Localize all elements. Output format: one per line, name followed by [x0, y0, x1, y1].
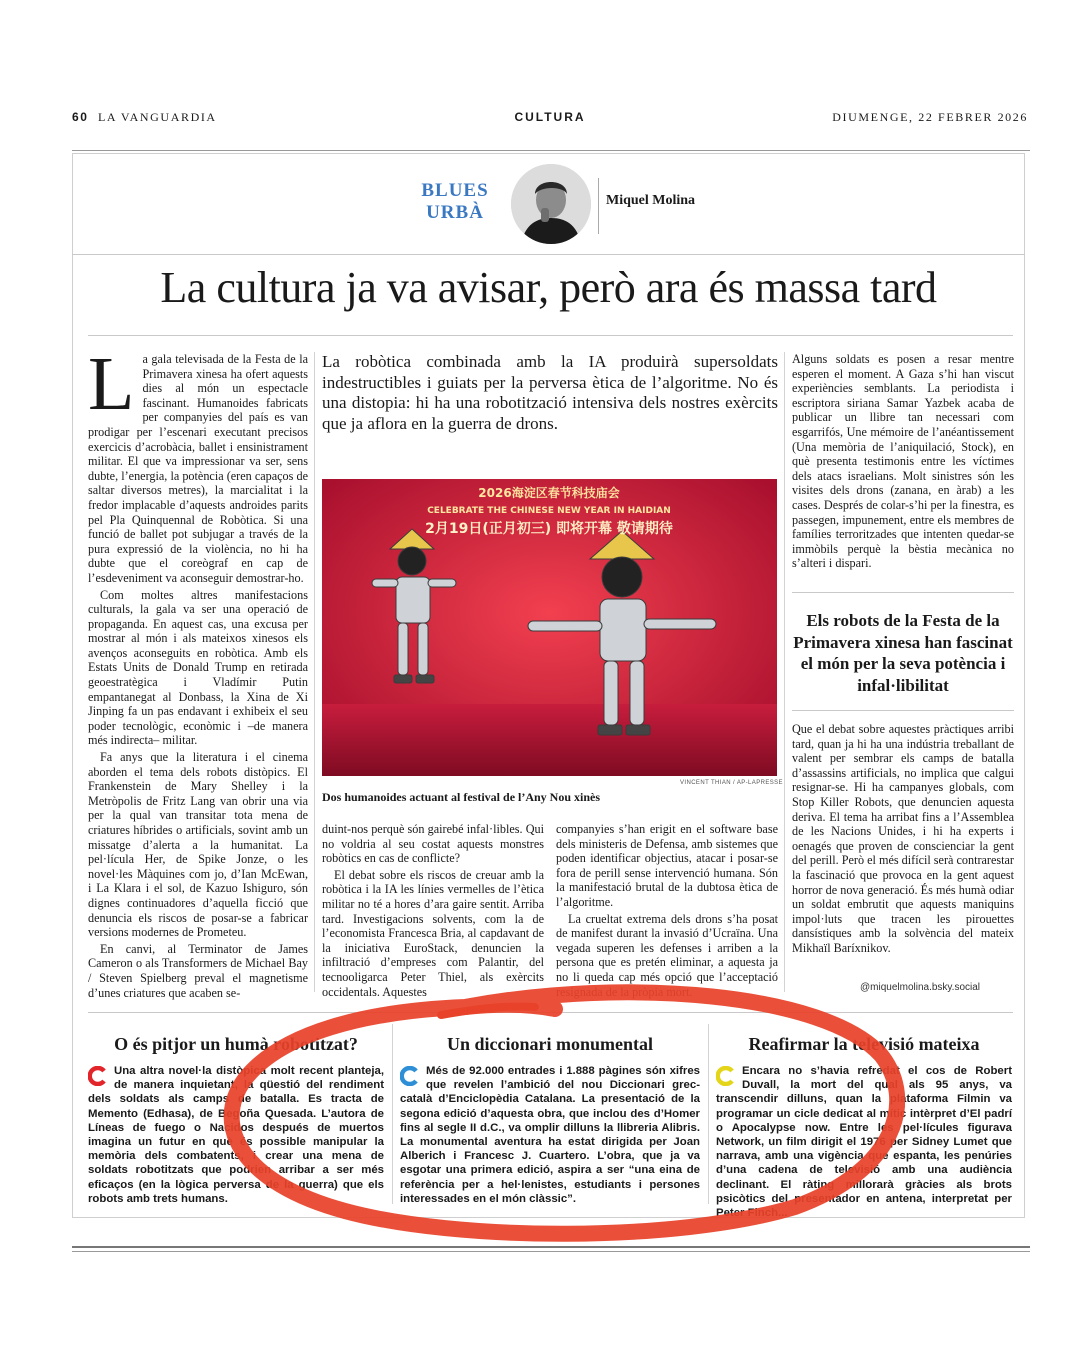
issue-date: DIUMENGE, 22 FEBRER 2026 — [832, 110, 1028, 124]
paragraph: Fa anys que la literatura i el cinema aborden el tema dels robots distòpics. El Frankenstein de Mary Shelley i la Metròpolis de Fritz Lang van obrir una via per la qual van transitar tota mena de criatures híbrides o artificials, sovint amb un missatge d’alerta a la humanitat. La pel·lícula Her, de Spike Jonze, o les novel·les Màquines com jo, d’Ian McEwan, i La Klara i el sol, de Kazuo Ishiguro, són dignes continuadores d’aquella ficció que denuncia els riscos de posar-se a fabricar versions modernes de Prometeu. — [88, 750, 308, 940]
top-rule — [72, 150, 1030, 151]
pullquote-rule-bottom — [792, 710, 1014, 711]
portrait-icon — [511, 164, 591, 244]
paragraph: companyies s’han erigit en el software base dels ministeris de Defensa, amb sistemes que poden identificar objectius, atacar i posar-se fora de perill sense intervenció humana. Són la manifestació brutal de la dubtosa ètica de l’algoritme. — [556, 822, 778, 909]
headline: La cultura ja va avisar, però ara és massa tard — [160, 263, 937, 312]
column-name — [410, 180, 500, 224]
paragraph: El debat sobre els riscos de creuar amb la robòtica i la IA les línies vermelles de l’ètica militar no té a hores d’ara gaire sentit. Arriba tard. Investigacions solvents, com la de l’economista Francesca Bria, al capdavant de la iniciativa EuroStack, denuncien la infiltració d’empreses com Palantir, del tecnooligarca Peter Thiel, als exèrcits occidentals. Aquestes — [322, 867, 544, 999]
bottom-rule-thin — [72, 1251, 1030, 1252]
photo-illustration — [322, 479, 777, 776]
bottom-rule — [72, 1246, 1030, 1248]
header-divider — [598, 178, 599, 234]
pull-quote: Els robots de la Festa de la Primavera xinesa han fascinat el món per la seva potència i infal·libilitat — [793, 611, 1013, 695]
section-name: CULTURA — [514, 110, 586, 124]
brief-divider — [392, 1024, 393, 1204]
newspaper-name: LA VANGUARDIA — [98, 110, 217, 124]
paragraph: Com moltes altres manifestacions culturals, la gala va ser una operació de propaganda. En aquest cas, una excusa per mostrar al món i als mateixos xinesos els avenços aconseguits en robòtica. Amb els Estats Units de Donald Trump en retirada geoestratègica i Vladímir Putin empantanegat al Donbass, la Xina de Xi Jinping fa un pas endavant i exhibeix el seu poder tecnològic, econòmic i –de manera més indirecta– militar. — [88, 587, 308, 748]
brief-3: Encara no s’havia refredat el cos de Robert Duvall, la mort del qual als 95 anys, va transcendir dilluns, quan la plataforma Filmin va programar un cicle dedicat al mític intèrpret d’El padrí o Apocalypse now. Entre les pel·lícules figurava Network, un film dirigit el 1976 per Sidney Lumet que narrava, amb una vigència que espanta, les penúries d’una cadena de televisió amb una audiència declinant. El ràting millorarà gràcies als brots psicòtics del presentador en antena, interpretat per Peter Finch... — [716, 1065, 1012, 1220]
brief-1: Una altra novel·la distòpica molt recent planteja, de manera inquietant, la qüestió del rendiment dels soldats als camps de batalla. Es tracta de Memento (Edhasa), de Begoña Quesada. L’autora de Líneas de fuego o Nacidos después de muertos imagina un futur en què és possible manipular la memòria dels combatents, i crear una mena de soldats robotitzats que podrien arribar a ser més eficaços (en la lògica perversa de la guerra) que els robots amb trets humans. — [88, 1065, 384, 1205]
body-column-1 — [88, 342, 308, 1002]
running-head — [72, 110, 1028, 128]
body-column-2 — [322, 822, 544, 1001]
header-rule — [72, 254, 1025, 255]
photo-caption: Dos humanoides actuant al festival de l’Any Nou xinès — [322, 790, 601, 804]
brief-divider — [708, 1024, 709, 1204]
paragraph: En canvi, al Terminator de James Cameron o als Transformers de Michael Bay / Steven Spielberg preval el magnetisme d’unes criatures que acaben se- — [88, 941, 308, 1000]
paragraph: Alguns soldats es posen a resar mentre esperen el moment. A Gaza s’hi han viscut experiències semblants. La periodista i escriptora siriana Samar Yazbek acaba de publicar un llibre tan necessari com esgarrifós, Une mémoire de l’anéantissement (Una memòria de l’aniquilació, Stock), en què presenta testimonis entre les víctimes dels atacs israelians. Molt sinistres són les visites dels drons (zanana, en àrab) a les cases. Després de colar-s’hi per la finestra, es passegen, impunement, entre els membres de famílies terroritzades que intenten quedar-se immòbils perquè la bèstia mecànica no s’alteri i dispari. — [792, 352, 1014, 571]
author-portrait — [511, 164, 591, 244]
brief-title-2: Un diccionari monumental — [446, 1034, 653, 1054]
photo-banner-2: CELEBRATE THE CHINESE NEW YEAR IN HAIDIAN — [427, 506, 671, 516]
author-name: Miquel Molina — [606, 193, 696, 208]
body-column-4-top — [792, 352, 1014, 573]
pullquote-rule-top — [792, 592, 1014, 593]
author-handle: @miquelmolina.bsky.social — [860, 982, 981, 993]
paragraph: La gala televisada de la Festa de la Primavera xinesa ha ofert aquests dies al món un espectacle fascinant. Humanoides fabricats per companyies del país es van prodigar per l’escenari executant precisos exercicis d’acrobàcia, ballet i ensinistrament militar. El que va impressionar va ser, sens dubte, l’energia, la potència (eren capaços de saltar diversos metres), la marcialitat i la fredor implacable d’aquests androides parits pel Pla Quinquennal de Robòtica. Si una funció de ballet pot subjugar a través de la pura expressió de la violència, no hi ha dubte que el coreògraf en cap de l’esdeveniment va aconseguir demostrar-ho. — [88, 342, 308, 585]
column-name-line1: BLUES — [421, 180, 489, 201]
column-name-line2: URBÀ — [426, 202, 484, 223]
column-rule — [784, 352, 785, 992]
paragraph: La crueltat extrema dels drons s’ha posat de manifest durant la invasió d’Ucraïna. Una vegada superen les defenses i arriben a la persona que es pretén eliminar, a aquesta ja no li queda cap més opció que l’acceptació resignada de la pròpia mort. — [556, 911, 778, 999]
brief-2: Més de 92.000 entrades i 1.888 pàgines són xifres que revelen l’ambició del nou Diccionari grec-català d’Enciclopèdia Catalana. La presentació de la segona edició d’aquesta obra, que inclou des d’Homer fins al segle II d.C., va omplir dilluns la llibreria Alibris. La monumental aventura ha estat dirigida per Joan Alberich i Francesc J. Cuartero. L’obra, que ja va esgotar una primera edició, aspira a ser “una eina de referència per a hel·lenistes, estudiants i persones interessades en el món clàssic”. — [400, 1065, 700, 1205]
photo-robots — [322, 479, 777, 776]
drop-cap: L — [88, 342, 135, 426]
c-logo-icon — [88, 1066, 108, 1086]
photo-banner-1: 2026海淀区春节科技庙会 — [478, 486, 620, 500]
paragraph: Que el debat sobre aquestes pràctiques arribi tard, quan ja hi ha una indústria treballant de valent per sembrar els camps de batalla d’assassins artificials, no implica que calgui resignar-se. Hi ha campanyes globals, com Stop Killer Robots, que denuncien aquesta deriva. El tema ha arribat fins a l’Assemblea de les Nacions Unides, i hi ha experts i oenagés que proven de conscienciar la gent del perill. Però el més difícil serà contrarestar la fascinació que provoca en la gent aquest horror de nova generació. És més humà odiar un soldat embrutit que aquests maniquins impol·luts que tracen les pirouettes dansístiques amb la solvència del mateix Mikhaïl Baríxnikov. — [792, 722, 1014, 955]
body-column-3 — [556, 822, 778, 1001]
briefs-rule — [88, 1012, 1013, 1013]
c-logo-icon — [400, 1066, 420, 1086]
paragraph: duint-nos perquè són gairebé infal·libles. Qui no voldria al seu costat aquests monstres robòtics en cas de conflicte? — [322, 822, 544, 866]
column-rule — [314, 352, 315, 992]
headline-rule — [88, 335, 1013, 336]
c-logo-icon — [716, 1066, 736, 1086]
brief-title-1: O és pitjor un humà robotitzat? — [114, 1034, 358, 1054]
photo-credit: VINCENT THIAN / AP-LAPRESSE — [680, 780, 783, 786]
body-column-4-bottom — [792, 722, 1014, 958]
page-number: 60 — [72, 110, 89, 124]
dek: La robòtica combinada amb la IA produirà supersoldats indestructibles i guiats per la perversa ètica de l’algoritme. No és una distopia: hi ha una robotització intensiva dels nostres exèrcits que ja aflora en la guerra de drons. — [322, 352, 778, 433]
brief-title-3: Reafirmar la televisió mateixa — [748, 1034, 980, 1054]
photo-banner-3: 2月19日(正月初三) 即将开幕 敬请期待 — [425, 521, 673, 537]
